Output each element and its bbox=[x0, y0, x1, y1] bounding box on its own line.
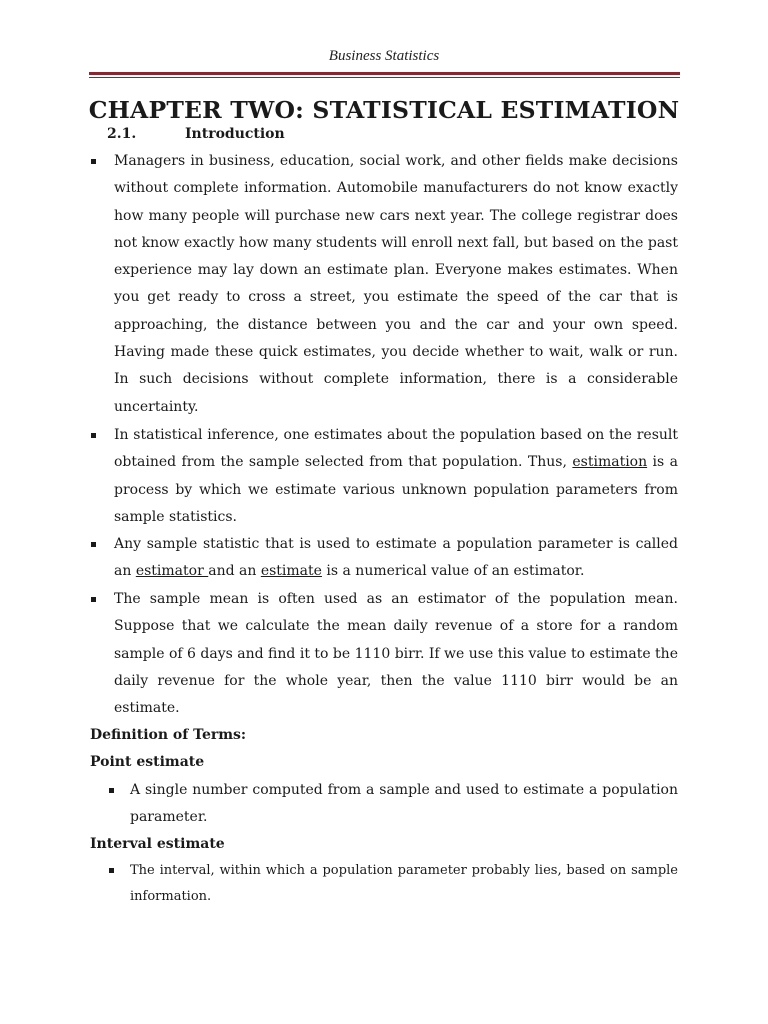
bullet-text-part: In statistical inference, one estimates about the population based on the result obtained from the sample selected from that population. Thus, bbox=[114, 427, 678, 471]
bullet-marker bbox=[91, 597, 96, 602]
running-header: Business Statistics bbox=[328, 48, 440, 64]
section-number: 2.1. bbox=[107, 126, 137, 142]
term-estimator: estimator bbox=[135, 563, 209, 580]
chapter-title: CHAPTER TWO: STATISTICAL ESTIMATION bbox=[88, 96, 680, 124]
header-rule-thin bbox=[89, 77, 680, 78]
bullet-item-2 bbox=[90, 422, 678, 531]
term-estimate: estimate bbox=[260, 563, 322, 580]
interval-estimate-text: The interval, within which a population parameter probably lies, based on sample information. bbox=[130, 863, 678, 904]
bullet-item-1 bbox=[90, 148, 678, 421]
bullet-item-3 bbox=[90, 531, 678, 586]
bullet-text: The sample mean is often used as an estimator of the population mean. Suppose that we calculate the mean daily revenue of a store for a random sample of 6 days and find it to be 1110 birr. If we use this value to estimate the daily revenue for the whole year, then the value 1110 birr would be an estimate. bbox=[114, 591, 678, 717]
bullet-item-4 bbox=[90, 586, 678, 722]
bullet-text-part: is a process by which we estimate various unknown population parameters from sample statistics. bbox=[114, 454, 678, 525]
header-rule-thick bbox=[89, 72, 680, 75]
bullet-text-part: Any sample statistic that is used to estimate a population parameter is called an bbox=[114, 536, 678, 580]
bullet-marker bbox=[91, 433, 96, 438]
bullet-text: Managers in business, education, social work, and other fields make decisions without complete information. Automobile manufacturers do not know exactly how many people will purchase new cars next year. The college registrar does not know exactly how many students will enroll next fall, but based on the past experience may lay down an estimate plan. Everyone makes estimates. When you get ready to cross a street, you estimate the speed of the car that is approaching, the distance between you and the car and your own speed. Having made these quick estimates, you decide whether to wait, walk or run. In such decisions without complete information, there is a considerable uncertainty. bbox=[114, 153, 678, 415]
interval-estimate-item bbox=[108, 858, 678, 910]
bullet-marker bbox=[91, 542, 96, 547]
bullet-text-part: is a numerical value of an estimator. bbox=[321, 563, 585, 580]
section-heading bbox=[107, 126, 285, 142]
definitions-heading: Definition of Terms: bbox=[90, 727, 247, 743]
point-estimate-text: A single number computed from a sample and used to estimate a population parameter. bbox=[130, 782, 678, 826]
bullet-marker bbox=[91, 159, 96, 164]
term-estimation: estimation bbox=[572, 454, 648, 471]
bullet-text bbox=[114, 531, 678, 586]
point-estimate-item bbox=[108, 777, 678, 832]
bullet-text bbox=[114, 422, 678, 531]
interval-estimate-heading: Interval estimate bbox=[90, 836, 225, 852]
bullet-marker bbox=[109, 868, 114, 873]
point-estimate-heading: Point estimate bbox=[90, 754, 205, 770]
bullet-text-part: and an bbox=[208, 563, 261, 580]
bullet-marker bbox=[109, 788, 114, 793]
section-title: Introduction bbox=[185, 126, 285, 142]
